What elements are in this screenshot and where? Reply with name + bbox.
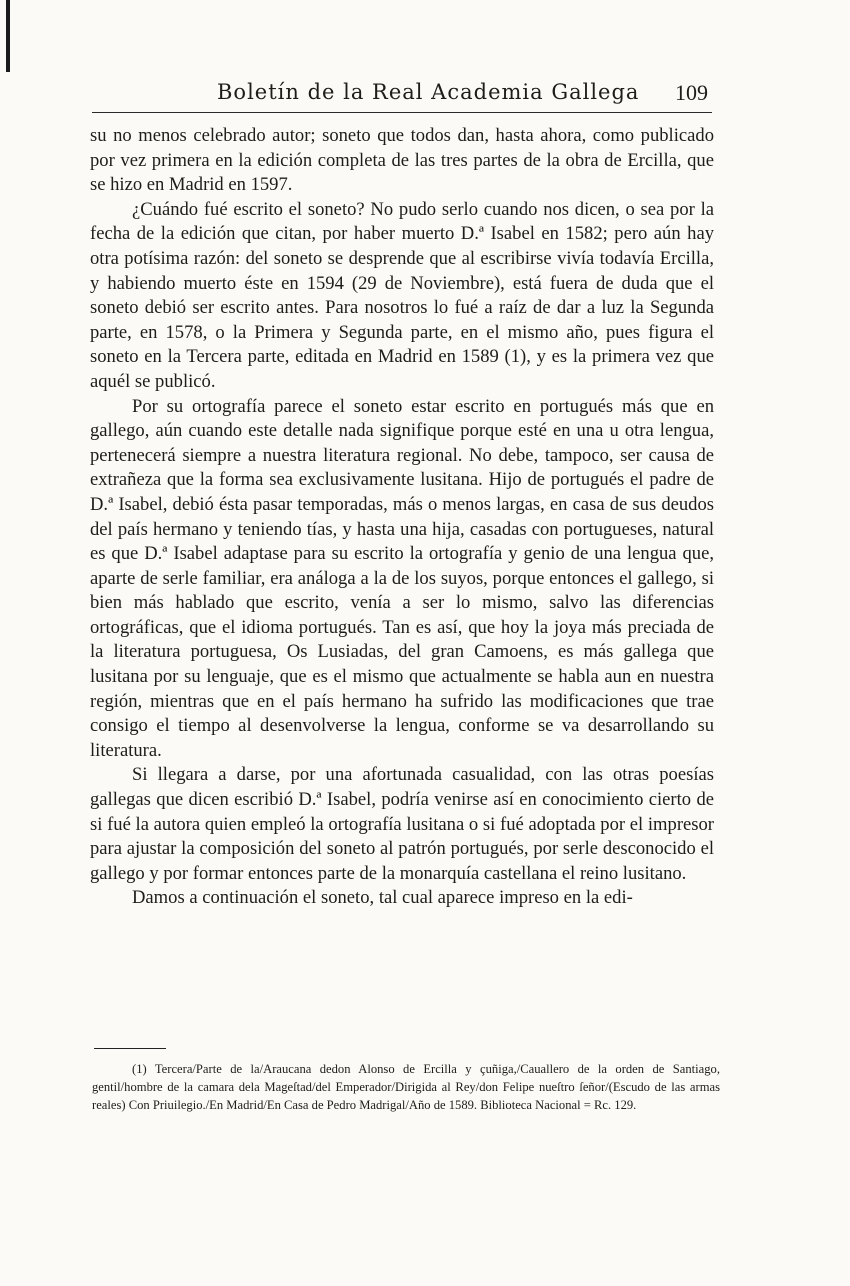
paragraph: Si llegara a darse, por una afortunada casualidad, con las otras poesías gallegas que dicen escribió D.ª Isabel, podría venirse así en conocimiento cierto de si fué la autora quien empleó la ortografía lusitana o si fué adoptada por el impresor para ajustar la composición del soneto al patrón portugués, por serle desconocido el gallego y por formar entonces parte de la monarquía castellana el reino lusitano. xyxy=(90,764,714,884)
running-header xyxy=(92,76,712,113)
paragraph: Por su ortografía parece el soneto estar escrito en portugués más que en gallego, aún cuando este detalle nada signifique porque esté en una u otra lengua, pertenecerá siempre a nuestra literatura regional. No debe, tampoco, ser causa de extrañeza que la forma sea exclusivamente lusitana. Hijo de portugués el padre de D.ª Isabel, debió ésta pasar temporadas, más o menos largas, en casa de sus deudos del país hermano y teniendo tías, y hasta una hija, casadas con portugueses, natural es que D.ª Isabel adaptase para su escrito la ortografía y genio de una lengua que, aparte de serle familiar, era análoga a la de los suyos, porque entonces el gallego, si bien más hablado que escrito, venía a ser lo mismo, salvo las diferencias ortográficas, que el idioma portugués. Tan es así, que hoy la joya más preciada de la literatura portuguesa, Os Lusiadas, del gran Camoens, es más gallega que lusitana por su lenguaje, que es el mismo que actualmente se habla aun en nuestra región, mientras que en el país hermano ha sufrido las modificaciones que trae consigo el tiempo al desenvolverse la lengua, conforme se va desarrollando su literatura. xyxy=(90,395,714,761)
journal-title: Boletín de la Real Academia Gallega xyxy=(217,80,640,104)
margin-rule xyxy=(6,0,10,72)
page-number: 109 xyxy=(675,80,708,105)
paragraph: Damos a continuación el soneto, tal cual aparece impreso en la edi- xyxy=(132,887,633,909)
footnote-separator xyxy=(94,1048,166,1049)
body-text xyxy=(90,124,714,911)
paragraph: ¿Cuándo fué escrito el soneto? No pudo serlo cuando nos dicen, o sea por la fecha de la edición que citan, por haber muerto D.ª Isabel en 1582; pero aún hay otra potísima razón: del soneto se desprende que al escribirse vivía todavía Ercilla, y habiendo muerto éste en 1594 (29 de Noviembre), está fuera de duda que el soneto debió ser escrito antes. Para nosotros lo fué a raíz de dar a luz la Segunda parte, en 1578, o la Primera y Segunda parte, en el mismo año, pues figura el soneto en la Tercera parte, editada en Madrid en 1589 (1), y es la primera vez que aquél se publicó. xyxy=(90,198,714,392)
paragraph-continuation: su no menos celebrado autor; soneto que todos dan, hasta ahora, como publicado por vez primera en la edición completa de las tres partes de la obra de Ercilla, que se hizo en Madrid en 1597. xyxy=(90,125,714,196)
footnote: (1) Tercera/Parte de la/Araucana dedon Alonso de Ercilla y çuñiga,/Cauallero de la orden de Santiago, gentil/hombre de la camara dela Mageſtad/del Emperador/Dirigida al Rey/don Felipe nueſtro ſeñor/(Escudo de las armas reales) Con Priuilegio./En Madrid/En Casa de Pedro Madrigal/Año de 1589. Biblioteca Nacional = Rc. 129. xyxy=(92,1062,720,1112)
